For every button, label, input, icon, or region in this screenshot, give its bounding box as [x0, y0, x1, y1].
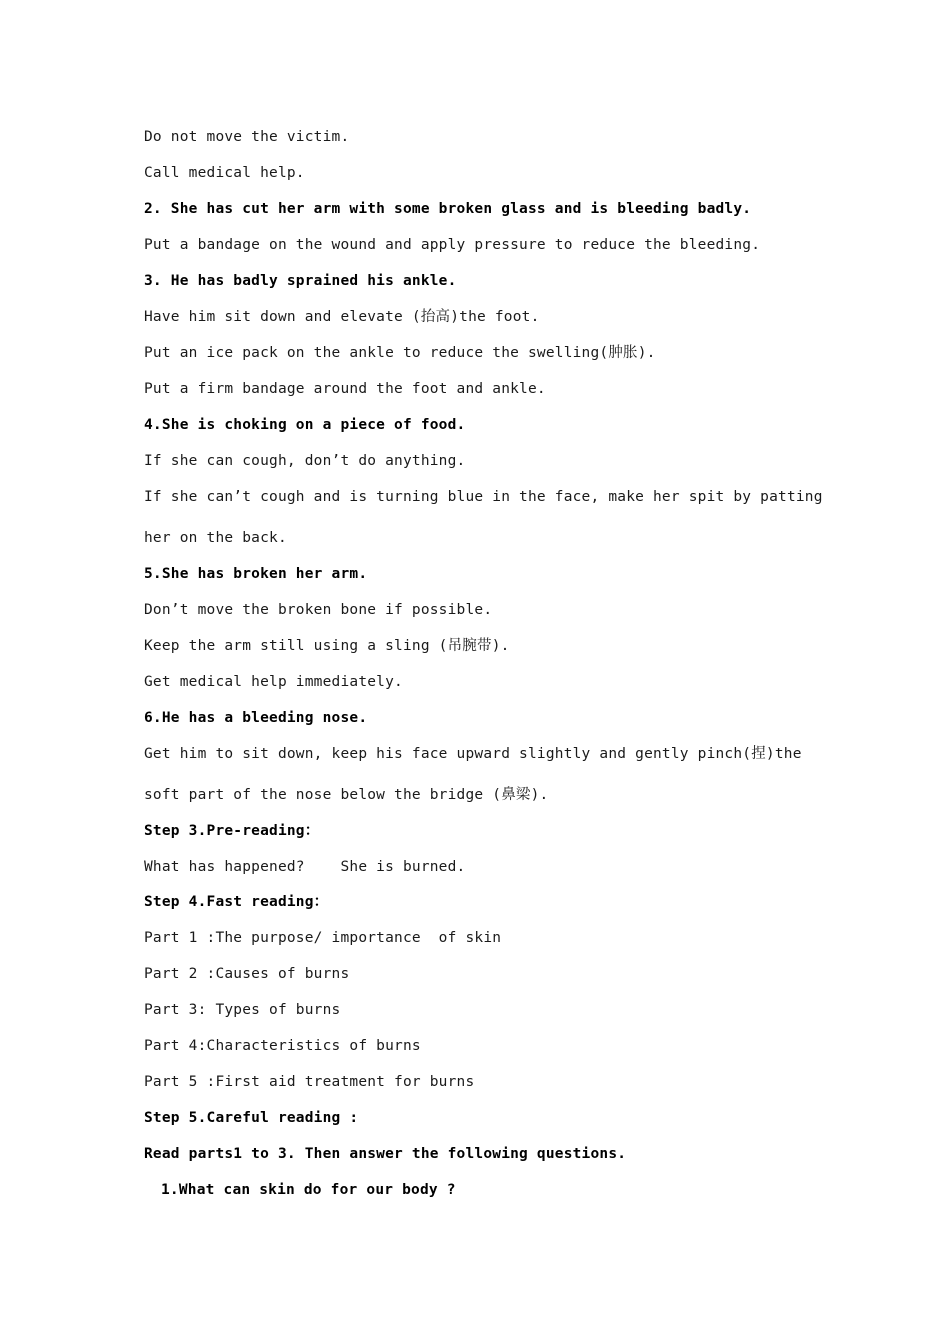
text-line-what-happened: What has happened? She is burned. [144, 859, 466, 875]
text-line-do-not-move: Do not move the victim. [144, 129, 350, 145]
text-line-on-the-back: her on the back. [144, 530, 287, 546]
heading-item-2: 2. She has cut her arm with some broken glass and is bleeding badly. [144, 201, 752, 217]
text-line-read-parts: Read parts1 to 3. Then answer the following questions. [144, 1146, 627, 1162]
text-line-firm-bandage: Put a firm bandage around the foot and ankle. [144, 381, 546, 397]
heading-step-3: Step 3.Pre-reading： [144, 823, 320, 839]
text-line-sling: Keep the arm still using a sling (吊腕带). [144, 638, 510, 654]
heading-item-4: 4.She is choking on a piece of food. [144, 417, 466, 433]
text-line-cant-cough: If she can’t cough and is turning blue in the face, make her spit by patting [144, 489, 823, 505]
text-line-part-1: Part 1 :The purpose/ importance of skin [144, 930, 502, 946]
text-line-part-2: Part 2 :Causes of burns [144, 966, 350, 982]
text-line-bandage: Put a bandage on the wound and apply pressure to reduce the bleeding. [144, 237, 761, 253]
text-line-dont-move-bone: Don’t move the broken bone if possible. [144, 602, 493, 618]
text-line-call-medical-help: Call medical help. [144, 165, 305, 181]
text-line-ice-pack: Put an ice pack on the ankle to reduce the swelling(肿胀). [144, 345, 656, 361]
text-line-soft-part: soft part of the nose below the bridge (鼻梁). [144, 787, 549, 803]
text-line-can-cough: If she can cough, don’t do anything. [144, 453, 466, 469]
heading-step-4: Step 4.Fast reading： [144, 894, 329, 910]
heading-item-5: 5.She has broken her arm. [144, 566, 368, 582]
text-line-part-4: Part 4:Characteristics of burns [144, 1038, 421, 1054]
question-1: 1.What can skin do for our body ? [161, 1182, 456, 1198]
heading-step-5: Step 5.Careful reading : [144, 1110, 359, 1126]
text-line-part-3: Part 3: Types of burns [144, 1002, 341, 1018]
text-line-sit-down: Get him to sit down, keep his face upward slightly and gently pinch(捏)the [144, 746, 802, 762]
heading-item-3: 3. He has badly sprained his ankle. [144, 273, 457, 289]
text-line-elevate: Have him sit down and elevate (抬高)the foot. [144, 309, 540, 325]
text-line-part-5: Part 5 :First aid treatment for burns [144, 1074, 475, 1090]
text-line-get-help: Get medical help immediately. [144, 674, 403, 690]
heading-item-6: 6.He has a bleeding nose. [144, 710, 368, 726]
